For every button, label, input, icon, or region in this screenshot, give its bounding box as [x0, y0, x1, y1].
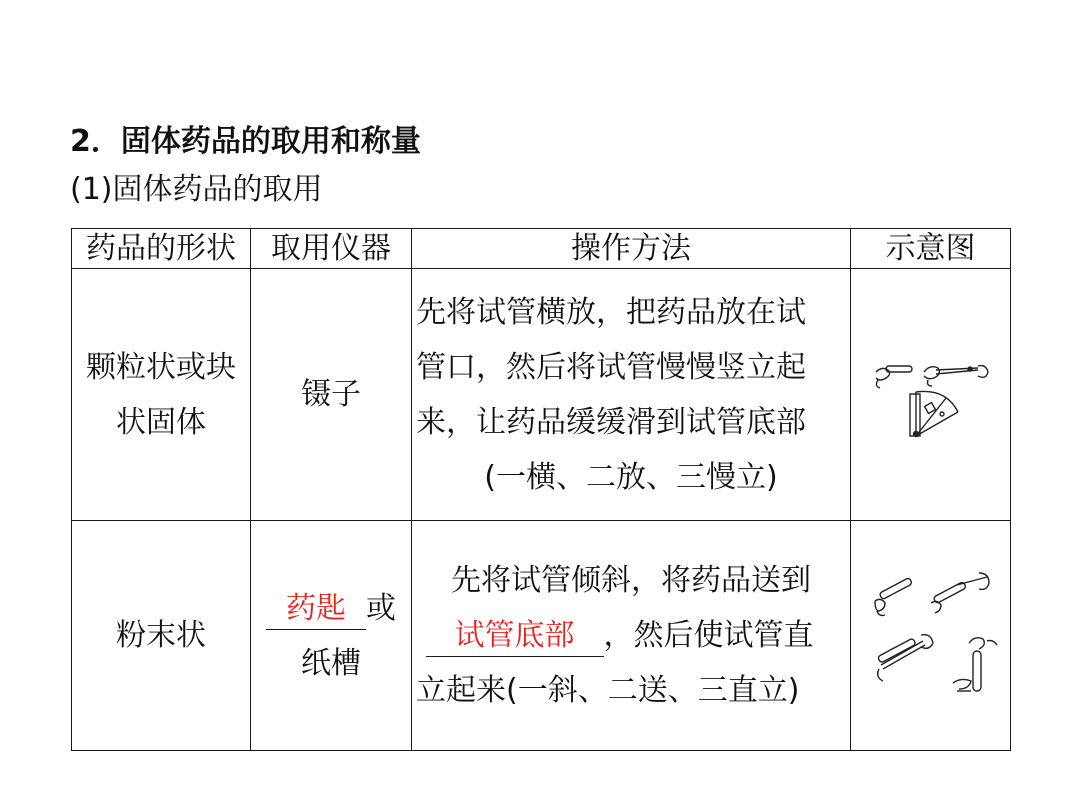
header-tool: 取用仪器 — [251, 229, 412, 269]
header-method: 操作方法 — [412, 229, 851, 269]
shape-line: 颗粒状或块 — [86, 349, 236, 385]
spoon-tool-cell — [251, 521, 412, 751]
table-row — [72, 521, 1011, 751]
tool-or-text: 或 — [366, 590, 396, 626]
table-row — [72, 269, 1011, 521]
method-line: 管口，然后将试管慢慢竖立起 — [416, 349, 806, 385]
method-line-rest: ，然后使试管直 — [603, 618, 814, 653]
method-line: 先将试管横放，把药品放在试 — [416, 294, 806, 330]
method-line — [416, 608, 846, 663]
granular-shape-cell — [72, 269, 251, 521]
granular-diagram-cell — [851, 269, 1011, 521]
tweezers-tool-cell: 镊子 — [251, 269, 412, 521]
solid-reagent-table — [71, 228, 1011, 751]
tool-answer-line — [251, 581, 411, 636]
method-line: 来，让药品缓缓滑到试管底部 — [416, 404, 806, 440]
granular-method-cell — [412, 269, 851, 521]
powder-method-cell — [412, 521, 851, 751]
section-subtitle: (1)固体药品的取用 — [70, 172, 323, 207]
shape-line: 状固体 — [116, 404, 206, 440]
table-header-row — [72, 229, 1011, 269]
method-line: 立起来(一斜、二送、三直立) — [416, 673, 800, 708]
tool-paper-trough: 纸槽 — [301, 645, 361, 681]
section-title: 2．固体药品的取用和称量 — [70, 124, 421, 159]
method-mnemonic: (一横、二放、三慢立) — [484, 459, 778, 495]
powder-diagram-cell — [851, 521, 1011, 751]
powder-shape-cell: 粉末状 — [72, 521, 251, 751]
answer-tube-bottom: 试管底部 — [426, 616, 604, 657]
tweezers-test-tube-icon — [866, 350, 996, 440]
method-line: 先将试管倾斜，将药品送到 — [451, 563, 811, 598]
answer-spoon: 药匙 — [266, 589, 366, 630]
header-diagram: 示意图 — [851, 229, 1011, 269]
spoon-paper-trough-icon — [861, 571, 1001, 701]
header-shape: 药品的形状 — [72, 229, 251, 269]
